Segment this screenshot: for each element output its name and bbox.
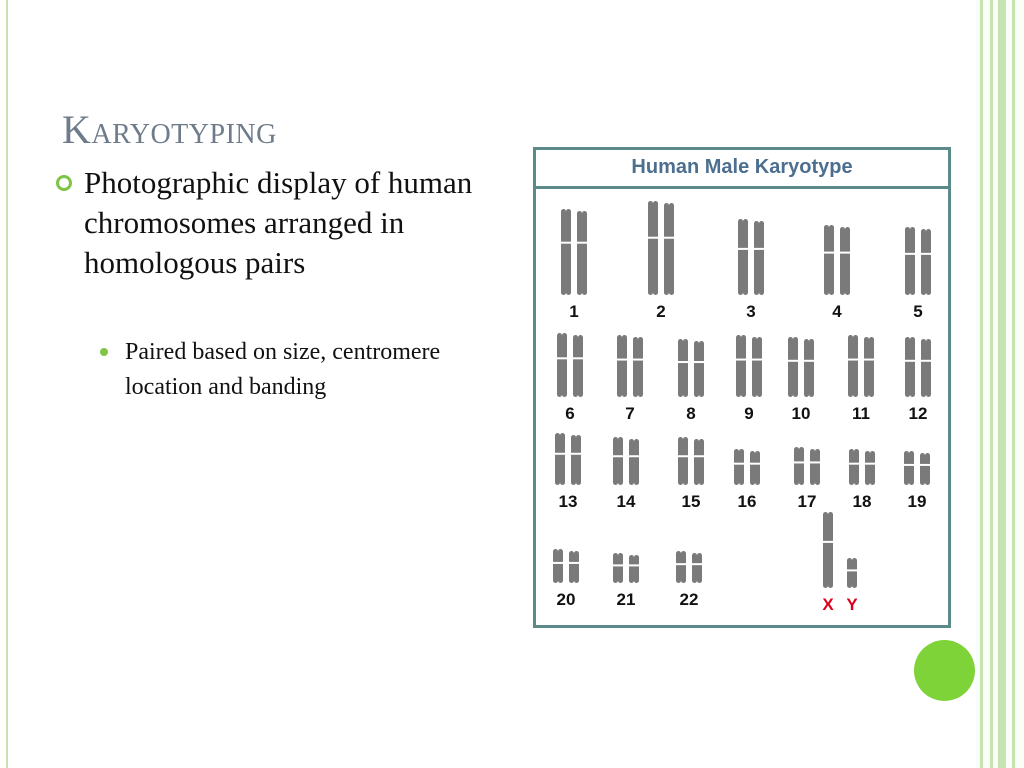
chromosome-label-11: 11 xyxy=(852,404,870,423)
chromosome-pair-6 xyxy=(557,333,583,397)
chromosome-pair-13 xyxy=(555,433,581,485)
chromosome-label-5: 5 xyxy=(913,302,923,321)
chromosome-label-15: 15 xyxy=(681,492,701,511)
karyotype-title: Human Male Karyotype xyxy=(536,150,948,189)
karyotype-figure xyxy=(533,147,951,628)
chromosome-label-X: X xyxy=(822,595,834,614)
chromosome-label-6: 6 xyxy=(565,404,575,423)
chromosome-pair-18 xyxy=(849,449,875,485)
chromosome-label-22: 22 xyxy=(679,590,699,609)
chromosome-pair-7 xyxy=(617,335,643,397)
chromosome-pair-3 xyxy=(738,219,764,295)
chromosome-label-12: 12 xyxy=(908,404,928,423)
chromosome-label-4: 4 xyxy=(832,302,842,321)
sub-bullet-text: Paired based on size, centromere location and banding xyxy=(125,339,441,400)
chromosome-label-19: 19 xyxy=(907,492,927,511)
main-bullet-text: Photographic display of human chromosomes arranged in homologous pairs xyxy=(84,165,473,280)
chromosome-label-10: 10 xyxy=(791,404,811,423)
chromosome-label-9: 9 xyxy=(744,404,754,423)
chromosome-pair-X xyxy=(823,512,833,588)
chromosome-pair-21 xyxy=(613,553,639,583)
chromosome-pair-1 xyxy=(561,209,587,295)
chromosome-label-1: 1 xyxy=(569,302,579,321)
chromosome-label-7: 7 xyxy=(625,404,635,423)
slide-title: Karyotyping xyxy=(62,107,277,152)
chromosome-label-14: 14 xyxy=(616,492,636,511)
chromosome-pair-12 xyxy=(905,337,931,397)
chromosome-pair-22 xyxy=(676,551,702,583)
chromosome-pair-17 xyxy=(794,447,820,485)
chromosome-pair-15 xyxy=(678,437,704,485)
ring-bullet-icon xyxy=(56,175,72,191)
chromosome-label-16: 16 xyxy=(737,492,757,511)
chromosome-pair-5 xyxy=(905,227,931,295)
dot-bullet-icon xyxy=(100,348,108,356)
chromosome-label-8: 8 xyxy=(686,404,696,423)
chromosome-label-18: 18 xyxy=(852,492,872,511)
chromosome-pair-9 xyxy=(736,335,762,397)
chromosome-pair-Y xyxy=(847,558,857,588)
chromosome-pair-16 xyxy=(734,449,760,485)
karyotype-chromosome-grid xyxy=(536,189,948,625)
chromosome-pair-14 xyxy=(613,437,639,485)
chromosome-label-17: 17 xyxy=(797,492,817,511)
left-border-decoration xyxy=(0,0,12,768)
chromosome-pair-19 xyxy=(904,451,930,485)
decorative-green-circle xyxy=(914,640,975,701)
chromosome-pair-11 xyxy=(848,335,874,397)
chromosome-label-Y: Y xyxy=(846,595,858,614)
right-border-decoration xyxy=(976,0,1024,768)
chromosome-pair-8 xyxy=(678,339,704,397)
chromosome-label-21: 21 xyxy=(616,590,636,609)
chromosome-pair-20 xyxy=(553,549,579,583)
chromosome-label-3: 3 xyxy=(746,302,756,321)
chromosome-label-13: 13 xyxy=(558,492,578,511)
chromosome-label-2: 2 xyxy=(656,302,666,321)
chromosome-pair-10 xyxy=(788,337,814,397)
chromosome-pair-4 xyxy=(824,225,850,295)
chromosome-label-20: 20 xyxy=(556,590,576,609)
chromosome-pair-2 xyxy=(648,201,674,295)
